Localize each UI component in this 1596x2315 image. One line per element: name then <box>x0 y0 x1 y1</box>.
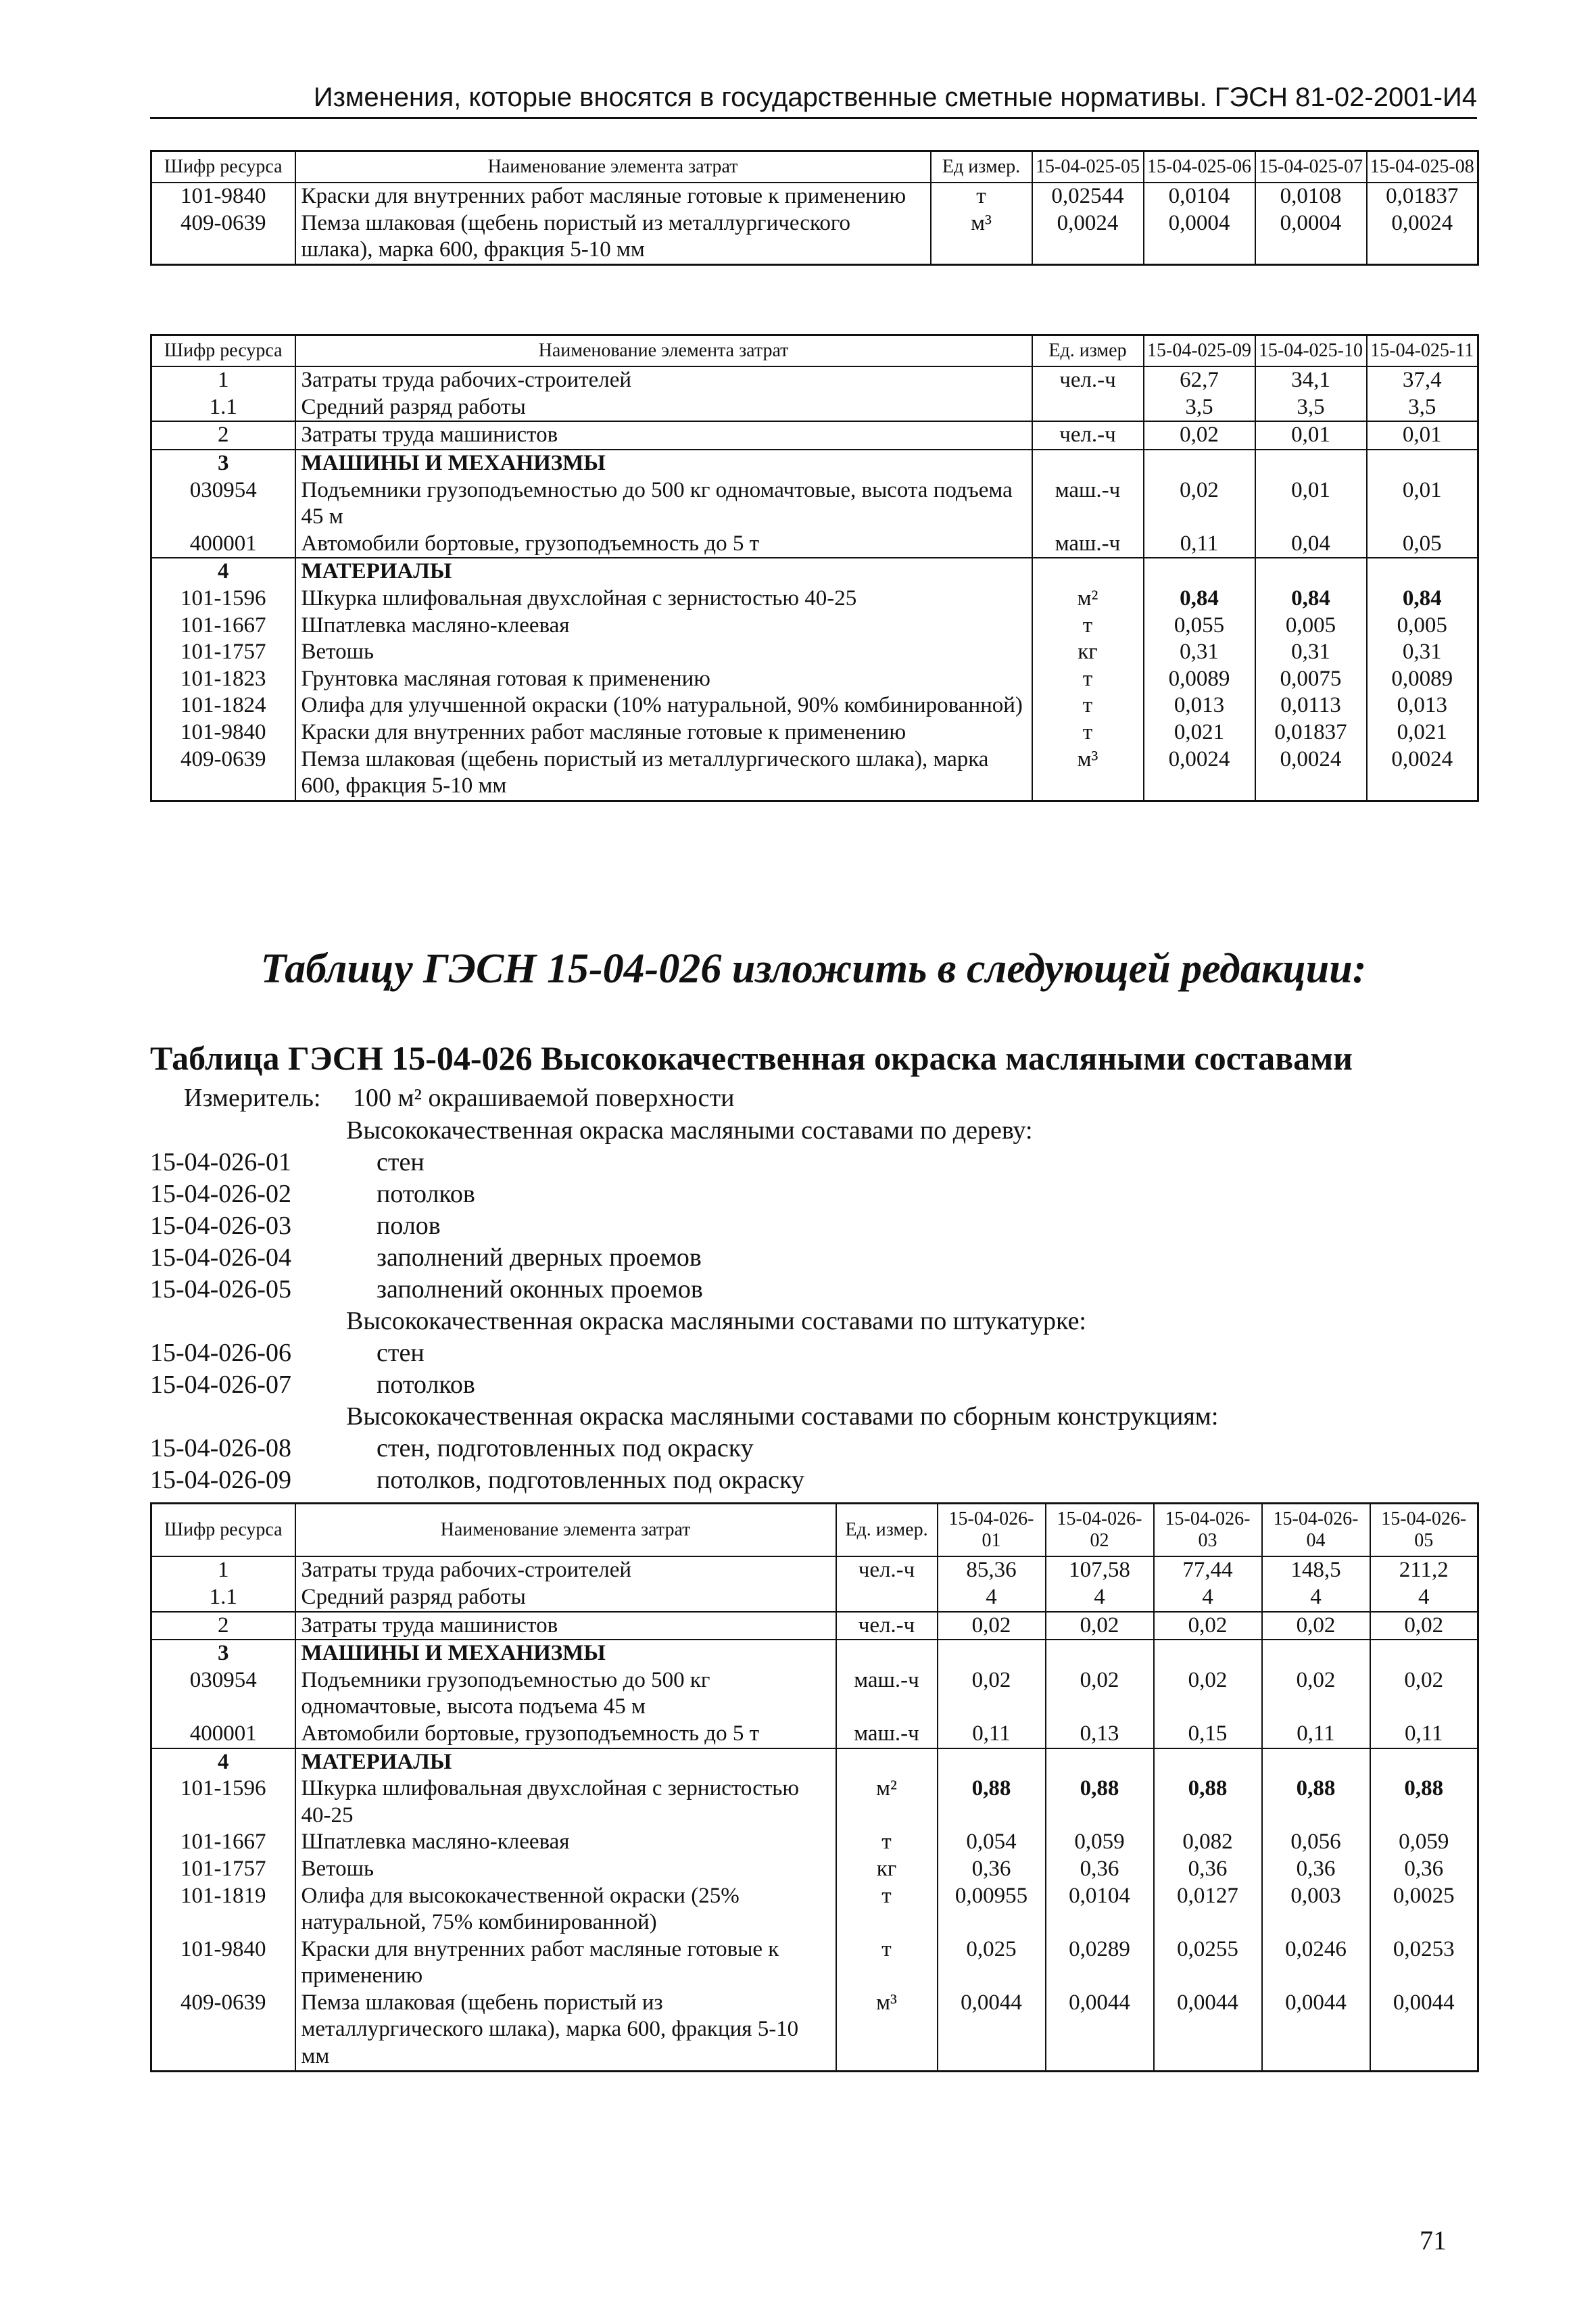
table-row <box>151 719 1478 746</box>
resource-code: 2 <box>151 1612 295 1640</box>
unit: т <box>1032 613 1144 640</box>
cost-element-name: Олифа для улучшенной окраски (10% натуральной, 90% комбинированной) <box>295 692 1032 719</box>
value-cell: 0,01 <box>1367 421 1478 450</box>
value-cell: 0,15 <box>1154 1721 1262 1748</box>
table-row <box>151 1775 1478 1829</box>
norm-code: 15-04-026-02 <box>150 1180 291 1208</box>
table-row <box>151 366 1478 394</box>
value-cell <box>1367 558 1478 586</box>
unit: м³ <box>836 1990 938 2071</box>
col-header-name: Наименование элемента затрат <box>295 1504 836 1557</box>
value-cell: 0,02 <box>1262 1612 1370 1640</box>
value-cell: 0,01837 <box>1255 719 1367 746</box>
col-header-code: Шифр ресурса <box>151 335 295 367</box>
table-row <box>151 1612 1478 1640</box>
value-cell: 0,0044 <box>1154 1990 1262 2071</box>
value-cell <box>1154 1640 1262 1667</box>
value-cell: 0,01837 <box>1367 183 1478 210</box>
col-header-norm: 15-04-025-11 <box>1367 335 1478 367</box>
resource-code: 101-1823 <box>151 666 295 693</box>
value-cell: 0,05 <box>1367 531 1478 558</box>
resource-code: 409-0639 <box>151 210 295 265</box>
value-cell: 0,36 <box>1370 1856 1478 1883</box>
table-row <box>151 210 1478 265</box>
table-row <box>151 1667 1478 1721</box>
resource-code: 1 <box>151 1556 295 1584</box>
value-cell <box>938 1640 1046 1667</box>
col-header-norm: 15-04-026-03 <box>1154 1504 1262 1557</box>
value-cell: 0,0004 <box>1255 210 1367 265</box>
norm-label: полов <box>377 1212 441 1240</box>
cost-element-name: Пемза шлаковая (щебень пористый из металлургического шлака), марка 600, фракция 5-10 мм <box>295 1990 836 2071</box>
unit: кг <box>836 1856 938 1883</box>
value-cell: 0,0024 <box>1255 746 1367 801</box>
value-cell: 0,003 <box>1262 1883 1370 1936</box>
col-header-name: Наименование элемента затрат <box>295 151 931 183</box>
value-cell: 3,5 <box>1367 394 1478 422</box>
resource-code: 400001 <box>151 531 295 558</box>
col-header-norm: 15-04-026-04 <box>1262 1504 1370 1557</box>
table-row <box>151 1829 1478 1856</box>
table-row <box>151 586 1478 613</box>
value-cell: 0,0075 <box>1255 666 1367 693</box>
col-header-norm: 15-04-026-01 <box>938 1504 1046 1557</box>
value-cell: 0,0025 <box>1370 1883 1478 1936</box>
table-row <box>151 394 1478 422</box>
value-cell: 0,84 <box>1367 586 1478 613</box>
norm-code: 15-04-026-04 <box>150 1243 291 1272</box>
cost-element-name: Подъемники грузоподъемностью до 500 кг одномачтовые, высота подъема 45 м <box>295 1667 836 1721</box>
cost-element-name: Олифа для высококачественной окраски (25% натуральной, 75% комбинированной) <box>295 1883 836 1936</box>
value-cell <box>1154 1748 1262 1776</box>
norm-label: стен <box>377 1339 425 1367</box>
cost-element-name: Автомобили бортовые, грузоподъемность до 5 т <box>295 531 1032 558</box>
norm-code: 15-04-026-05 <box>150 1275 291 1304</box>
unit <box>1032 394 1144 422</box>
resource-code: 2 <box>151 421 295 450</box>
unit: чел.-ч <box>836 1612 938 1640</box>
value-cell: 0,0104 <box>1046 1883 1154 1936</box>
col-header-norm: 15-04-025-10 <box>1255 335 1367 367</box>
cost-element-name: Шкурка шлифовальная двухслойная с зернистостью 40-25 <box>295 586 1032 613</box>
col-header-unit: Ед. измер. <box>836 1504 938 1557</box>
value-cell: 0,02 <box>938 1667 1046 1721</box>
value-cell: 0,02 <box>1262 1667 1370 1721</box>
unit <box>1032 558 1144 586</box>
table-row <box>151 558 1478 586</box>
section-title: Таблица ГЭСН 15-04-026 Высококачественная окраска масляными составами <box>150 1039 1353 1077</box>
unit: м³ <box>931 210 1032 265</box>
resource-code: 400001 <box>151 1721 295 1748</box>
unit: т <box>836 1883 938 1936</box>
cost-element-name: Шпатлевка масляно-клеевая <box>295 1829 836 1856</box>
value-cell: 0,13 <box>1046 1721 1154 1748</box>
value-cell: 0,0004 <box>1144 210 1255 265</box>
resource-code: 4 <box>151 1748 295 1776</box>
col-header-norm: 15-04-025-08 <box>1367 151 1478 183</box>
value-cell: 0,0024 <box>1367 210 1478 265</box>
norm-label: стен, подготовленных под окраску <box>377 1434 754 1462</box>
value-cell <box>1262 1640 1370 1667</box>
norm-code: 15-04-026-01 <box>150 1148 291 1176</box>
value-cell: 0,84 <box>1144 586 1255 613</box>
value-cell: 0,082 <box>1154 1829 1262 1856</box>
value-cell: 0,005 <box>1367 613 1478 640</box>
resource-table-026-01-05 <box>150 1502 1479 2072</box>
value-cell: 0,31 <box>1367 639 1478 666</box>
value-cell: 4 <box>938 1584 1046 1612</box>
value-cell: 0,88 <box>1262 1775 1370 1829</box>
value-cell: 0,013 <box>1144 692 1255 719</box>
group-heading: Высококачественная окраска масляными составами по штукатурке: <box>346 1307 1086 1335</box>
resource-code: 409-0639 <box>151 746 295 801</box>
unit: т <box>836 1936 938 1990</box>
norm-label: заполнений оконных проемов <box>377 1275 703 1304</box>
unit: т <box>1032 666 1144 693</box>
table-row <box>151 1748 1478 1776</box>
value-cell: 0,11 <box>1370 1721 1478 1748</box>
unit: т <box>1032 719 1144 746</box>
value-cell <box>1262 1748 1370 1776</box>
value-cell: 4 <box>1046 1584 1154 1612</box>
cost-element-name: Пемза шлаковая (щебень пористый из металлургического шлака), марка 600, фракция 5-10 мм <box>295 210 931 265</box>
resource-code: 101-1667 <box>151 1829 295 1856</box>
value-cell: 0,02 <box>938 1612 1046 1640</box>
cost-element-name: Грунтовка масляная готовая к применению <box>295 666 1032 693</box>
col-header-norm: 15-04-026-02 <box>1046 1504 1154 1557</box>
cost-element-name: Краски для внутренних работ масляные готовые к применению <box>295 1936 836 1990</box>
unit: т <box>836 1829 938 1856</box>
group-heading: Высококачественная окраска масляными составами по сборным конструкциям: <box>346 1402 1219 1431</box>
unit: чел.-ч <box>836 1556 938 1584</box>
resource-code: 4 <box>151 558 295 586</box>
resource-code: 101-9840 <box>151 719 295 746</box>
cost-element-name: Затраты труда машинистов <box>295 1612 836 1640</box>
resource-code: 3 <box>151 1640 295 1667</box>
table-row <box>151 1856 1478 1883</box>
table-row <box>151 639 1478 666</box>
table-row <box>151 450 1478 477</box>
value-cell: 0,0289 <box>1046 1936 1154 1990</box>
value-cell: 0,0024 <box>1032 210 1144 265</box>
norm-code: 15-04-026-07 <box>150 1370 291 1399</box>
table-row <box>151 746 1478 801</box>
value-cell: 0,02 <box>1370 1612 1478 1640</box>
value-cell: 211,2 <box>1370 1556 1478 1584</box>
value-cell: 0,025 <box>938 1936 1046 1990</box>
value-cell: 0,02 <box>1046 1667 1154 1721</box>
value-cell: 85,36 <box>938 1556 1046 1584</box>
resource-code: 030954 <box>151 477 295 531</box>
resource-code: 1 <box>151 366 295 394</box>
norm-label: стен <box>377 1148 425 1176</box>
norm-code: 15-04-026-06 <box>150 1339 291 1367</box>
value-cell <box>1144 450 1255 477</box>
value-cell: 0,31 <box>1144 639 1255 666</box>
table-row <box>151 531 1478 558</box>
value-cell: 0,02 <box>1370 1667 1478 1721</box>
norm-code: 15-04-026-03 <box>150 1212 291 1240</box>
unit <box>836 1748 938 1776</box>
value-cell: 0,84 <box>1255 586 1367 613</box>
col-header-name: Наименование элемента затрат <box>295 335 1032 367</box>
meter-value: 100 м² окрашиваемой поверхности <box>353 1084 735 1112</box>
cost-element-name: Ветошь <box>295 639 1032 666</box>
resource-code: 409-0639 <box>151 1990 295 2071</box>
value-cell: 0,88 <box>1370 1775 1478 1829</box>
resource-code: 101-1819 <box>151 1883 295 1936</box>
value-cell: 4 <box>1262 1584 1370 1612</box>
unit: маш.-ч <box>1032 477 1144 531</box>
value-cell: 0,0113 <box>1255 692 1367 719</box>
value-cell: 0,00955 <box>938 1883 1046 1936</box>
group-heading: Высококачественная окраска масляными составами по дереву: <box>346 1116 1033 1145</box>
value-cell: 0,0255 <box>1154 1936 1262 1990</box>
value-cell: 0,0024 <box>1367 746 1478 801</box>
unit: м³ <box>1032 746 1144 801</box>
value-cell: 0,005 <box>1255 613 1367 640</box>
norm-label: потолков <box>377 1370 475 1399</box>
value-cell <box>1367 450 1478 477</box>
cost-element-name: Ветошь <box>295 1856 836 1883</box>
unit: маш.-ч <box>1032 531 1144 558</box>
value-cell: 62,7 <box>1144 366 1255 394</box>
value-cell <box>1046 1640 1154 1667</box>
value-cell <box>1370 1748 1478 1776</box>
cost-element-name: Краски для внутренних работ масляные готовые к применению <box>295 183 931 210</box>
value-cell: 0,11 <box>938 1721 1046 1748</box>
unit: м² <box>836 1775 938 1829</box>
table-row <box>151 666 1478 693</box>
unit: маш.-ч <box>836 1667 938 1721</box>
value-cell: 0,36 <box>938 1856 1046 1883</box>
cost-element-name: Пемза шлаковая (щебень пористый из металлургического шлака), марка 600, фракция 5-10 мм <box>295 746 1032 801</box>
unit: маш.-ч <box>836 1721 938 1748</box>
resource-code: 101-1757 <box>151 639 295 666</box>
unit: чел.-ч <box>1032 366 1144 394</box>
norm-label: заполнений дверных проемов <box>377 1243 702 1272</box>
unit: т <box>1032 692 1144 719</box>
norm-code: 15-04-026-08 <box>150 1434 291 1462</box>
value-cell: 0,056 <box>1262 1829 1370 1856</box>
unit: м² <box>1032 586 1144 613</box>
value-cell <box>1144 558 1255 586</box>
table-row <box>151 1640 1478 1667</box>
norm-code: 15-04-026-09 <box>150 1466 291 1494</box>
norm-label: потолков <box>377 1180 475 1208</box>
value-cell: 0,0089 <box>1367 666 1478 693</box>
meter-label: Измеритель: <box>184 1084 321 1112</box>
value-cell: 0,02 <box>1144 477 1255 531</box>
unit: т <box>931 183 1032 210</box>
cost-element-name: Шпатлевка масляно-клеевая <box>295 613 1032 640</box>
col-header-norm: 15-04-025-06 <box>1144 151 1255 183</box>
table-row <box>151 613 1478 640</box>
table-row <box>151 1584 1478 1612</box>
value-cell: 148,5 <box>1262 1556 1370 1584</box>
amendment-instruction: Таблицу ГЭСН 15-04-026 изложить в следующей редакции: <box>260 946 1367 992</box>
value-cell: 0,31 <box>1255 639 1367 666</box>
value-cell: 0,013 <box>1367 692 1478 719</box>
col-header-unit: Ед. измер <box>1032 335 1144 367</box>
value-cell: 0,0108 <box>1255 183 1367 210</box>
unit <box>836 1640 938 1667</box>
cost-element-name: МАШИНЫ И МЕХАНИЗМЫ <box>295 1640 836 1667</box>
value-cell: 0,88 <box>1046 1775 1154 1829</box>
value-cell: 0,36 <box>1046 1856 1154 1883</box>
unit: кг <box>1032 639 1144 666</box>
resource-code: 101-1667 <box>151 613 295 640</box>
value-cell: 77,44 <box>1154 1556 1262 1584</box>
value-cell: 0,059 <box>1046 1829 1154 1856</box>
value-cell: 34,1 <box>1255 366 1367 394</box>
unit: чел.-ч <box>1032 421 1144 450</box>
value-cell: 0,0024 <box>1144 746 1255 801</box>
unit <box>1032 450 1144 477</box>
resource-code: 030954 <box>151 1667 295 1721</box>
resource-code: 101-1757 <box>151 1856 295 1883</box>
value-cell: 0,055 <box>1144 613 1255 640</box>
cost-element-name: Краски для внутренних работ масляные готовые к применению <box>295 719 1032 746</box>
page-number: 71 <box>1420 2225 1447 2256</box>
table-row <box>151 477 1478 531</box>
resource-code: 1.1 <box>151 1584 295 1612</box>
value-cell: 0,021 <box>1144 719 1255 746</box>
value-cell: 0,36 <box>1262 1856 1370 1883</box>
value-cell: 0,02 <box>1046 1612 1154 1640</box>
resource-code: 101-1596 <box>151 1775 295 1829</box>
value-cell: 0,0044 <box>1370 1990 1478 2071</box>
value-cell: 37,4 <box>1367 366 1478 394</box>
value-cell: 0,02 <box>1154 1667 1262 1721</box>
table-row <box>151 1883 1478 1936</box>
value-cell: 0,02 <box>1144 421 1255 450</box>
running-header: Изменения, которые вносятся в государственные сметные нормативы. ГЭСН 81-02-2001-И4 <box>150 82 1477 119</box>
value-cell: 0,059 <box>1370 1829 1478 1856</box>
cost-element-name: Затраты труда рабочих-строителей <box>295 1556 836 1584</box>
value-cell: 107,58 <box>1046 1556 1154 1584</box>
value-cell <box>938 1748 1046 1776</box>
resource-table-025-05-08 <box>150 150 1479 266</box>
value-cell: 3,5 <box>1144 394 1255 422</box>
col-header-code: Шифр ресурса <box>151 1504 295 1557</box>
resource-code: 3 <box>151 450 295 477</box>
cost-element-name: Средний разряд работы <box>295 394 1032 422</box>
cost-element-name: МАТЕРИАЛЫ <box>295 558 1032 586</box>
value-cell: 0,0253 <box>1370 1936 1478 1990</box>
cost-element-name: Автомобили бортовые, грузоподъемность до 5 т <box>295 1721 836 1748</box>
resource-code: 101-1824 <box>151 692 295 719</box>
cost-element-name: МАТЕРИАЛЫ <box>295 1748 836 1776</box>
table-row <box>151 692 1478 719</box>
value-cell: 0,02544 <box>1032 183 1144 210</box>
table-row <box>151 1721 1478 1748</box>
unit <box>836 1584 938 1612</box>
value-cell <box>1370 1640 1478 1667</box>
cost-element-name: Средний разряд работы <box>295 1584 836 1612</box>
value-cell: 0,02 <box>1154 1612 1262 1640</box>
value-cell <box>1046 1748 1154 1776</box>
value-cell: 0,01 <box>1255 421 1367 450</box>
cost-element-name: МАШИНЫ И МЕХАНИЗМЫ <box>295 450 1032 477</box>
value-cell: 4 <box>1154 1584 1262 1612</box>
value-cell: 0,0044 <box>1046 1990 1154 2071</box>
cost-element-name: Затраты труда рабочих-строителей <box>295 366 1032 394</box>
value-cell: 0,054 <box>938 1829 1046 1856</box>
resource-code: 1.1 <box>151 394 295 422</box>
resource-code: 101-9840 <box>151 183 295 210</box>
value-cell: 0,04 <box>1255 531 1367 558</box>
value-cell: 0,0127 <box>1154 1883 1262 1936</box>
resource-code: 101-9840 <box>151 1936 295 1990</box>
value-cell: 0,0089 <box>1144 666 1255 693</box>
value-cell: 0,0104 <box>1144 183 1255 210</box>
table-row <box>151 1556 1478 1584</box>
norm-label: потолков, подготовленных под окраску <box>377 1466 804 1494</box>
value-cell: 0,01 <box>1367 477 1478 531</box>
value-cell: 0,0044 <box>938 1990 1046 2071</box>
resource-table-025-09-11 <box>150 334 1479 802</box>
value-cell: 0,11 <box>1144 531 1255 558</box>
table-row <box>151 1936 1478 1990</box>
value-cell <box>1255 450 1367 477</box>
col-header-code: Шифр ресурса <box>151 151 295 183</box>
value-cell: 0,021 <box>1367 719 1478 746</box>
table-row <box>151 1990 1478 2071</box>
value-cell: 3,5 <box>1255 394 1367 422</box>
cost-element-name: Подъемники грузоподъемностью до 500 кг одномачтовые, высота подъема 45 м <box>295 477 1032 531</box>
value-cell: 4 <box>1370 1584 1478 1612</box>
cost-element-name: Затраты труда машинистов <box>295 421 1032 450</box>
cost-element-name: Шкурка шлифовальная двухслойная с зернистостью 40-25 <box>295 1775 836 1829</box>
value-cell: 0,36 <box>1154 1856 1262 1883</box>
value-cell: 0,0246 <box>1262 1936 1370 1990</box>
value-cell: 0,01 <box>1255 477 1367 531</box>
col-header-unit: Ед измер. <box>931 151 1032 183</box>
col-header-norm: 15-04-026-05 <box>1370 1504 1478 1557</box>
resource-code: 101-1596 <box>151 586 295 613</box>
value-cell: 0,88 <box>938 1775 1046 1829</box>
value-cell: 0,88 <box>1154 1775 1262 1829</box>
table-row <box>151 421 1478 450</box>
col-header-norm: 15-04-025-05 <box>1032 151 1144 183</box>
value-cell <box>1255 558 1367 586</box>
value-cell: 0,0044 <box>1262 1990 1370 2071</box>
value-cell: 0,11 <box>1262 1721 1370 1748</box>
col-header-norm: 15-04-025-09 <box>1144 335 1255 367</box>
table-row <box>151 183 1478 210</box>
col-header-norm: 15-04-025-07 <box>1255 151 1367 183</box>
